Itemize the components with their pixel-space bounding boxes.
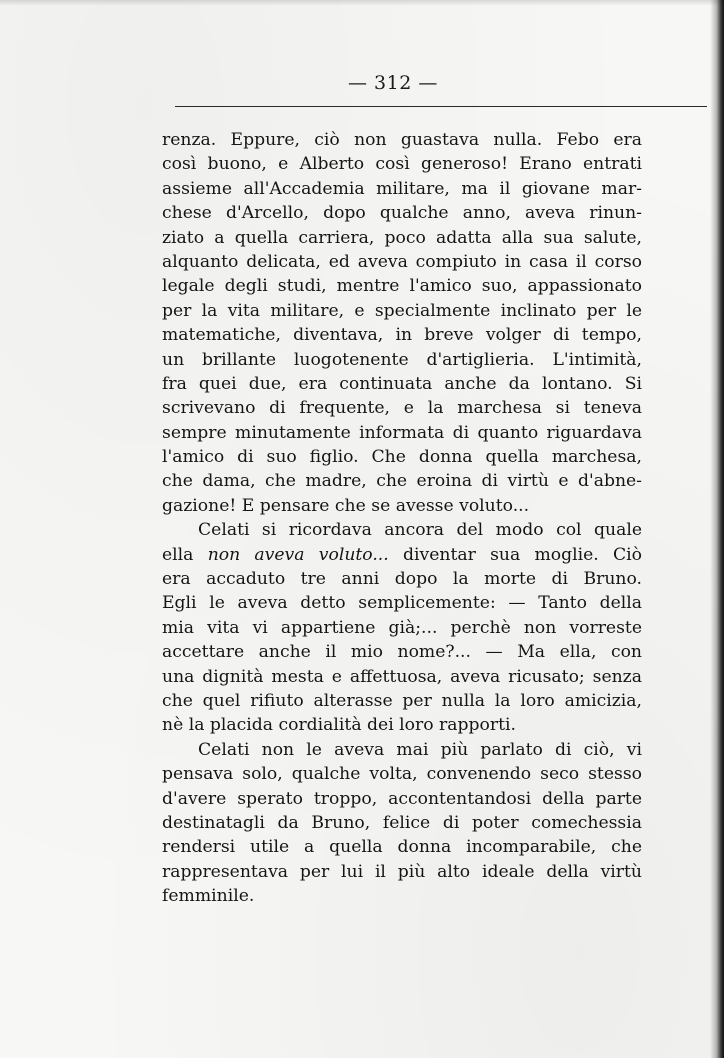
page-number: — 312 — xyxy=(348,72,438,94)
text-line: che quel rifiuto alterasse per nulla la loro amicizia, xyxy=(162,690,642,711)
text-line: così buono, e Alberto così generoso! Erano entrati xyxy=(162,154,642,175)
text-line: Celati non le aveva mai più parlato di ciò, vi xyxy=(198,739,642,760)
text-line: sempre minutamente informata di quanto riguardava xyxy=(162,422,642,443)
text-line: fra quei due, era continuata anche da lontano. Si xyxy=(162,373,642,394)
text-line: che dama, che madre, che eroina di virtù e d'abne- xyxy=(162,471,642,492)
text-line: d'avere sperato troppo, accontentandosi della parte xyxy=(162,788,642,809)
text-line: legale degli studi, mentre l'amico suo, appassionato xyxy=(162,276,642,297)
text-line: mia vita vi appartiene già;... perchè non vorreste xyxy=(162,617,642,638)
text-line: per la vita militare, e specialmente inclinato per le xyxy=(162,300,642,321)
text-line: rendersi utile a quella donna incomparabile, che xyxy=(162,837,642,858)
text-line: Celati si ricordava ancora del modo col quale xyxy=(198,520,642,541)
text-line: accettare anche il mio nome?... — Ma ella, con xyxy=(162,642,642,663)
text-line: renza. Eppure, ciò non guastava nulla. Febo era xyxy=(162,130,642,150)
text-line: destinatagli da Bruno, felice di poter comechessia xyxy=(162,812,642,833)
header-rule xyxy=(175,106,707,107)
page-top-shadow xyxy=(0,0,724,6)
text-line: Egli le aveva detto semplicemente: — Tanto della xyxy=(162,593,642,614)
text-line: matematiche, diventava, in breve volger di tempo, xyxy=(162,325,642,346)
text-line: scrivevano di frequente, e la marchesa si teneva xyxy=(162,398,642,419)
text-line: femminile. xyxy=(162,886,255,907)
text-fragment: ella xyxy=(162,544,194,565)
text-fragment: diventar sua moglie. Ciò xyxy=(403,544,643,565)
text-line: rappresentava per lui il più alto ideale della virtù xyxy=(162,861,642,882)
text-line: un brillante luogotenente d'artiglieria. L'intimità, xyxy=(162,349,642,370)
text-line: una dignità mesta e affettuosa, aveva ricusato; senza xyxy=(162,666,642,687)
text-line: gazione! E pensare che se avesse voluto... xyxy=(162,495,530,516)
text-line: alquanto delicata, ed aveva compiuto in casa il corso xyxy=(162,251,642,272)
text-line: pensava solo, qualche volta, convenendo seco stesso xyxy=(162,764,642,785)
page-binding-edge xyxy=(710,0,724,1058)
text-line: nè la placida cordialità dei loro rapporti. xyxy=(162,715,516,736)
text-line: chese d'Arcello, dopo qualche anno, aveva rinun- xyxy=(162,203,642,224)
body-text xyxy=(162,128,642,909)
text-line: assieme all'Accademia militare, ma il giovane mar- xyxy=(162,178,642,199)
text-line: l'amico di suo figlio. Che donna quella marchesa, xyxy=(162,447,642,468)
text-line xyxy=(162,543,642,567)
italic-phrase: non aveva voluto... xyxy=(207,544,389,565)
text-line: ziato a quella carriera, poco adatta alla sua salute, xyxy=(162,227,642,248)
text-line: era accaduto tre anni dopo la morte di Bruno. xyxy=(162,569,642,590)
